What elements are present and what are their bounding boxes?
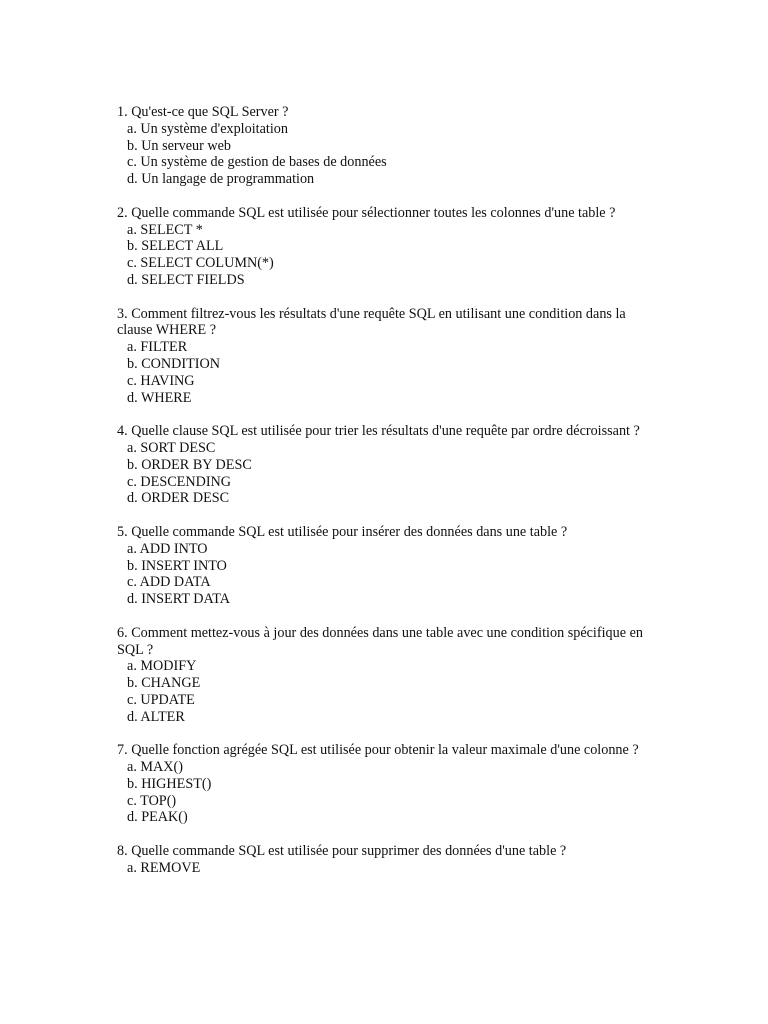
question-text: 4. Quelle clause SQL est utilisée pour trier les résultats d'une requête par ordre décroissant ? bbox=[117, 423, 640, 440]
option-text: WHERE bbox=[140, 389, 192, 406]
quiz-question-list bbox=[117, 104, 657, 893]
option-text: Un système de gestion de bases de données bbox=[140, 154, 387, 171]
answer-option bbox=[117, 356, 657, 373]
option-letter: c . bbox=[127, 154, 140, 170]
answer-option bbox=[117, 591, 657, 608]
answer-option bbox=[117, 222, 657, 239]
option-text: ORDER DESC bbox=[141, 490, 230, 507]
answer-option bbox=[117, 154, 657, 171]
option-letter: b . bbox=[127, 138, 141, 154]
option-text: ADD INTO bbox=[139, 540, 208, 557]
answer-option bbox=[117, 171, 657, 188]
answer-option bbox=[117, 272, 657, 289]
option-letter: d . bbox=[127, 709, 140, 725]
option-text: DESCENDING bbox=[140, 473, 232, 490]
option-text: REMOVE bbox=[140, 859, 201, 876]
option-text: Un serveur web bbox=[141, 137, 232, 154]
option-text: PEAK() bbox=[141, 809, 188, 826]
answer-option bbox=[117, 574, 657, 591]
option-text: TOP() bbox=[140, 792, 177, 809]
answer-option bbox=[117, 390, 657, 407]
option-text: HAVING bbox=[140, 372, 195, 389]
option-letter: c . bbox=[127, 474, 140, 490]
option-text: ALTER bbox=[140, 708, 185, 725]
answer-option bbox=[117, 759, 657, 776]
answer-options bbox=[117, 440, 657, 507]
answer-option bbox=[117, 339, 657, 356]
option-text: SELECT FIELDS bbox=[141, 271, 245, 288]
option-letter: a . bbox=[127, 222, 140, 238]
option-letter: a . bbox=[127, 541, 140, 557]
option-letter: d . bbox=[127, 490, 141, 506]
answer-option bbox=[117, 809, 657, 826]
answer-option bbox=[117, 457, 657, 474]
answer-option bbox=[117, 541, 657, 558]
quiz-question bbox=[117, 423, 657, 507]
option-letter: c . bbox=[127, 255, 140, 271]
answer-options bbox=[117, 541, 657, 608]
option-letter: b . bbox=[127, 457, 141, 473]
question-text: 8. Quelle commande SQL est utilisée pour supprimer des données d'une table ? bbox=[117, 843, 567, 860]
option-letter: d . bbox=[127, 591, 141, 607]
answer-option bbox=[117, 860, 657, 877]
option-text: HIGHEST() bbox=[141, 775, 212, 792]
option-letter: b . bbox=[127, 558, 141, 574]
question-text: 2. Quelle commande SQL est utilisée pour sélectionner toutes les colonnes d'une table ? bbox=[117, 204, 616, 221]
option-letter: a . bbox=[127, 759, 140, 775]
quiz-question bbox=[117, 104, 657, 188]
question-text: 1. Qu'est-ce que SQL Server ? bbox=[117, 104, 289, 120]
answer-option bbox=[117, 121, 657, 138]
answer-option bbox=[117, 238, 657, 255]
answer-option bbox=[117, 709, 657, 726]
option-text: FILTER bbox=[140, 339, 188, 356]
answer-options bbox=[117, 339, 657, 406]
option-text: MODIFY bbox=[140, 658, 197, 675]
option-text: SELECT ALL bbox=[141, 238, 224, 255]
quiz-question bbox=[117, 742, 657, 826]
answer-option bbox=[117, 255, 657, 272]
question-text: 3. Comment filtrez-vous les résultats d'une requête SQL en utilisant une condition dans la clause WHERE ? bbox=[117, 305, 626, 339]
option-letter: a . bbox=[127, 860, 140, 876]
option-text: SELECT * bbox=[140, 221, 203, 238]
option-text: INSERT INTO bbox=[141, 557, 227, 574]
option-text: CONDITION bbox=[141, 355, 220, 372]
answer-options bbox=[117, 658, 657, 725]
option-letter: d . bbox=[127, 171, 141, 187]
quiz-question bbox=[117, 205, 657, 289]
answer-option bbox=[117, 675, 657, 692]
option-letter: a . bbox=[127, 339, 140, 355]
answer-options bbox=[117, 222, 657, 289]
option-letter: d . bbox=[127, 390, 141, 406]
option-letter: d . bbox=[127, 809, 141, 825]
option-text: ADD DATA bbox=[139, 574, 211, 591]
question-text: 6. Comment mettez-vous à jour des données dans une table avec une condition spécifique en SQL ? bbox=[117, 624, 643, 658]
option-letter: a . bbox=[127, 658, 140, 674]
option-letter: a . bbox=[127, 121, 140, 137]
answer-options bbox=[117, 759, 657, 826]
option-text: Un système d'exploitation bbox=[140, 120, 288, 137]
quiz-question bbox=[117, 843, 657, 877]
option-text: CHANGE bbox=[141, 675, 201, 692]
option-text: ORDER BY DESC bbox=[141, 456, 252, 473]
option-letter: d . bbox=[127, 272, 141, 288]
option-text: SORT DESC bbox=[140, 439, 216, 456]
answer-option bbox=[117, 373, 657, 390]
option-text: SELECT COLUMN(*) bbox=[140, 255, 274, 272]
option-letter: a . bbox=[127, 440, 140, 456]
answer-options bbox=[117, 860, 657, 877]
answer-option bbox=[117, 776, 657, 793]
option-letter: c . bbox=[127, 373, 140, 389]
option-letter: c . bbox=[127, 574, 140, 590]
quiz-question bbox=[117, 625, 657, 726]
quiz-question bbox=[117, 306, 657, 407]
answer-option bbox=[117, 658, 657, 675]
answer-option bbox=[117, 490, 657, 507]
answer-options bbox=[117, 121, 657, 188]
answer-option bbox=[117, 440, 657, 457]
option-text: UPDATE bbox=[140, 691, 195, 708]
answer-option bbox=[117, 793, 657, 810]
option-letter: b . bbox=[127, 675, 141, 691]
option-letter: b . bbox=[127, 356, 141, 372]
option-letter: b . bbox=[127, 776, 141, 792]
answer-option bbox=[117, 692, 657, 709]
option-text: Un langage de programmation bbox=[141, 171, 315, 188]
answer-option bbox=[117, 558, 657, 575]
option-letter: b . bbox=[127, 238, 141, 254]
option-letter: c . bbox=[127, 793, 140, 809]
answer-option bbox=[117, 138, 657, 155]
question-text: 7. Quelle fonction agrégée SQL est utilisée pour obtenir la valeur maximale d'une colonne ? bbox=[117, 742, 639, 759]
option-text: INSERT DATA bbox=[141, 591, 230, 608]
option-letter: c . bbox=[127, 692, 140, 708]
quiz-question bbox=[117, 524, 657, 608]
question-text: 5. Quelle commande SQL est utilisée pour insérer des données dans une table ? bbox=[117, 523, 568, 540]
answer-option bbox=[117, 474, 657, 491]
option-text: MAX() bbox=[140, 759, 183, 776]
